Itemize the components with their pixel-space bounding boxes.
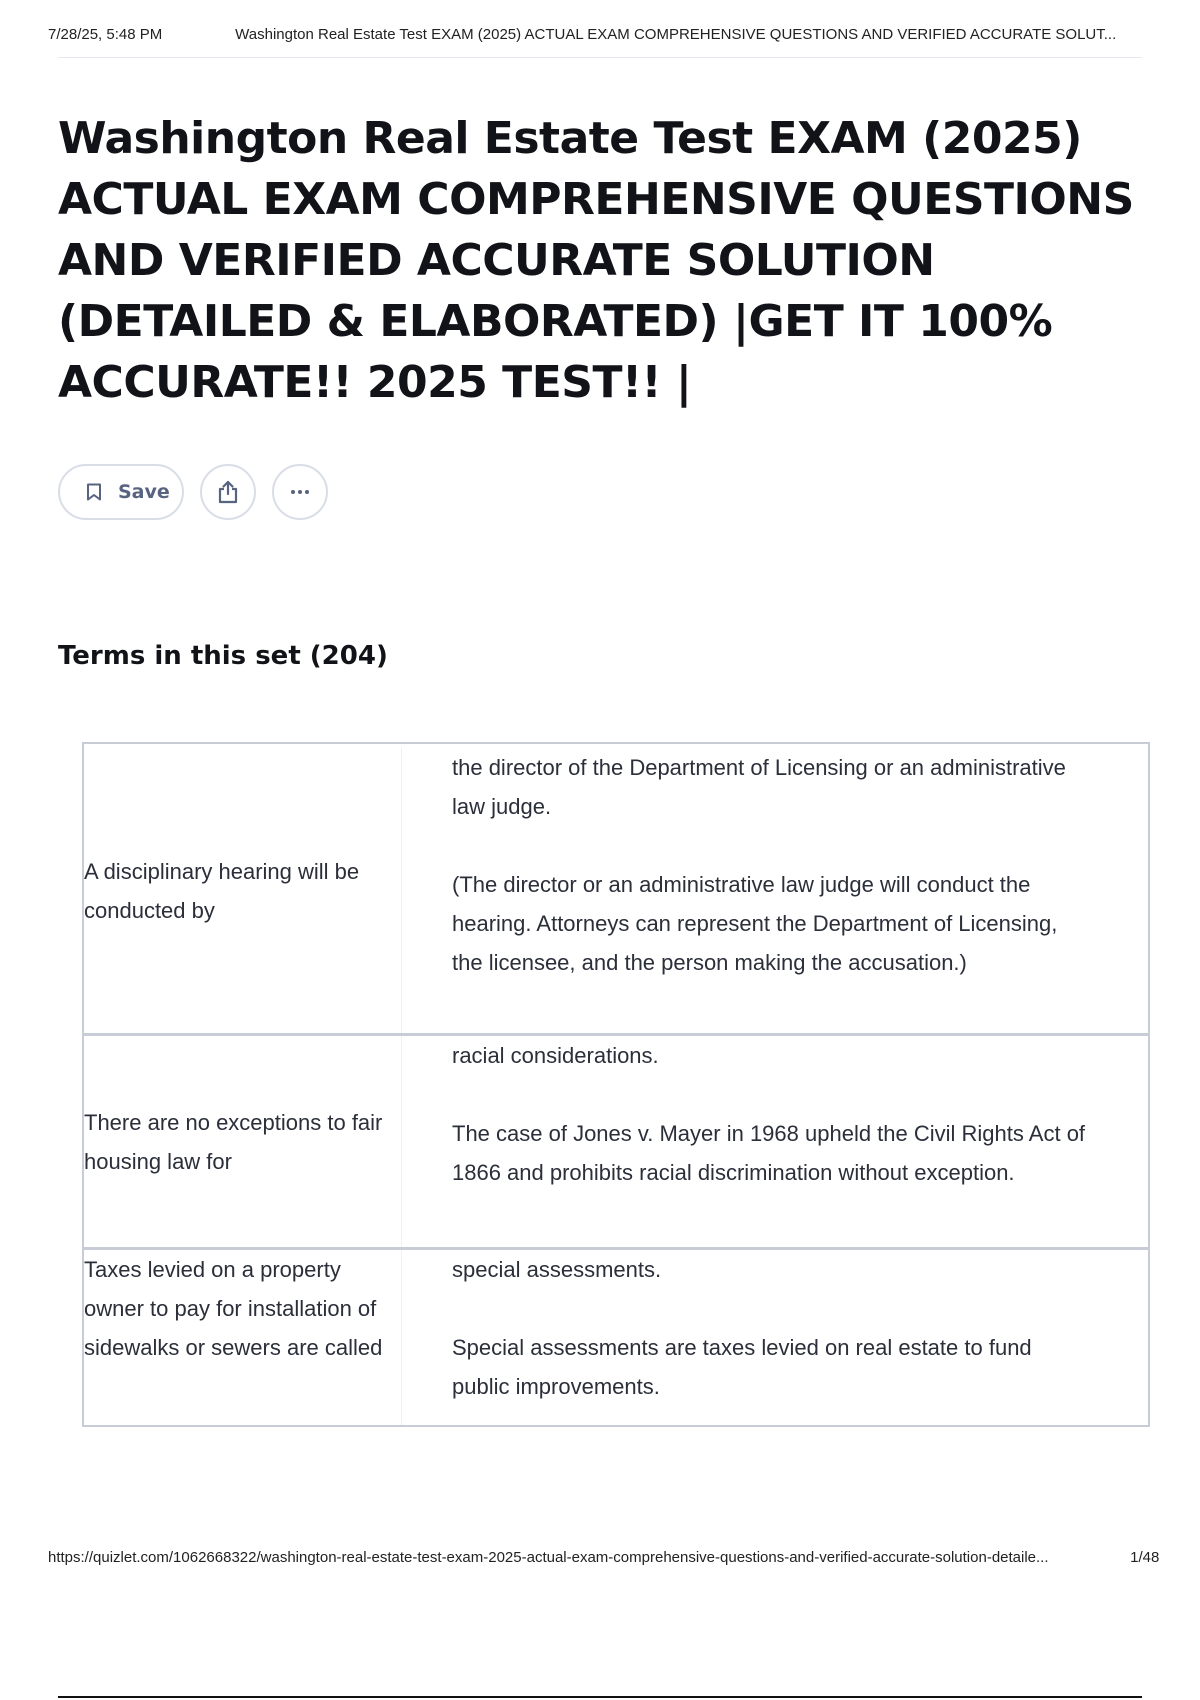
terms-heading: Terms in this set (204): [58, 641, 388, 671]
bookmark-icon: [86, 483, 102, 501]
print-url: https://quizlet.com/1062668322/washington-real-estate-test-exam-2025-actual-exam-comprehensive-questions-and-verified-accurate-solution-detaile...: [48, 1549, 1049, 1566]
page-title: Washington Real Estate Test EXAM (2025) ACTUAL EXAM COMPREHENSIVE QUESTIONS AND VERIFIED ACCURATE SOLUTION (DETAILED & ELABORATED) |GET IT 100% ACCURATE!! 2025 TEST!! |: [58, 113, 1134, 408]
definition-answer: the director of the Department of Licensing or an administrative law judge.: [452, 755, 1066, 819]
term-text: A disciplinary hearing will be conducted by: [84, 748, 402, 1033]
definition-explanation: Special assessments are taxes levied on real estate to fund public improvements.: [452, 1335, 1032, 1399]
term-text: Taxes levied on a property owner to pay for installation of sidewalks or sewers are called: [84, 1250, 402, 1425]
more-options-button[interactable]: [272, 464, 328, 520]
term-row: [84, 1036, 1148, 1250]
definition-explanation: The case of Jones v. Mayer in 1968 upheld the Civil Rights Act of 1866 and prohibits racial discrimination without exception.: [452, 1121, 1086, 1185]
term-text: There are no exceptions to fair housing law for: [84, 1036, 402, 1247]
share-button[interactable]: [200, 464, 256, 520]
terms-table: [82, 742, 1150, 1427]
definition-text: [402, 1250, 1148, 1425]
definition-explanation: (The director or an administrative law judge will conduct the hearing. Attorneys can represent the Department of Licensing, the licensee, and the person making the accusation.): [452, 872, 1058, 975]
print-date: 7/28/25, 5:48 PM: [48, 26, 163, 43]
term-row: [84, 1250, 1148, 1425]
more-icon: [287, 479, 313, 505]
definition-text: [402, 748, 1148, 1033]
save-label: Save: [118, 481, 170, 503]
definition-text: [402, 1036, 1148, 1247]
share-icon: [215, 479, 241, 505]
print-footer: [48, 1549, 1190, 1566]
definition-answer: special assessments.: [452, 1257, 662, 1282]
term-row: [84, 744, 1148, 1036]
save-button[interactable]: [58, 464, 184, 520]
print-doc-title: Washington Real Estate Test EXAM (2025) ACTUAL EXAM COMPREHENSIVE QUESTIONS AND VERIFIED ACCURATE SOLUT...: [235, 26, 1117, 43]
print-header: [48, 26, 1188, 43]
definition-answer: racial considerations.: [452, 1043, 659, 1068]
action-bar: [58, 464, 328, 520]
header-divider: [58, 57, 1142, 58]
page-bottom-divider: [58, 1696, 1142, 1698]
page-number: 1/48: [1130, 1549, 1160, 1566]
